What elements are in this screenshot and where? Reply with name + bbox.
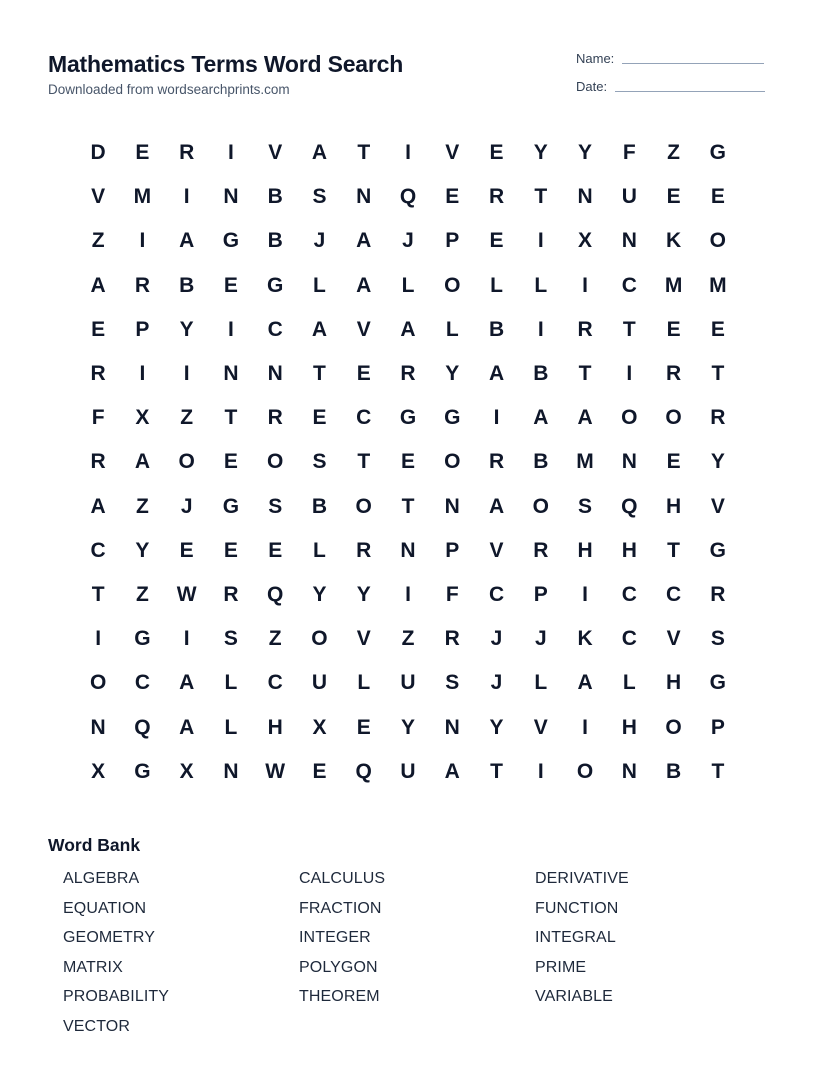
word-bank-item: VARIABLE	[535, 988, 613, 1006]
grid-letter: O	[267, 450, 284, 474]
grid-letter: O	[444, 273, 461, 297]
grid-letter: E	[356, 362, 371, 386]
grid-letter: B	[533, 450, 549, 474]
grid-letter: O	[355, 494, 372, 518]
grid-letter: Y	[533, 141, 548, 165]
grid-letter: R	[577, 317, 593, 341]
grid-letter: S	[578, 494, 593, 518]
grid-letter: V	[356, 627, 371, 651]
grid-letter: A	[356, 273, 372, 297]
grid-letter: G	[134, 759, 151, 783]
grid-letter: T	[622, 317, 636, 341]
grid-letter: L	[622, 671, 636, 695]
word-bank-item: FUNCTION	[535, 899, 619, 917]
grid-letter: V	[533, 715, 548, 739]
grid-letter: J	[490, 627, 503, 651]
grid-letter: N	[400, 538, 416, 562]
grid-letter: N	[577, 185, 593, 209]
grid-letter: R	[488, 185, 505, 209]
grid-letter: N	[621, 229, 637, 253]
grid-letter: R	[223, 582, 239, 606]
date-label: Date:	[576, 79, 608, 94]
grid-letter: Z	[91, 229, 105, 253]
grid-letter: A	[179, 671, 195, 695]
grid-letter: O	[444, 450, 461, 474]
grid-letter: M	[576, 450, 594, 474]
word-bank-title: Word Bank	[48, 835, 141, 855]
grid-letter: I	[228, 317, 234, 341]
grid-letter: R	[179, 141, 195, 165]
grid-letter: Y	[489, 715, 504, 739]
grid-letter: Q	[134, 715, 151, 739]
grid-letter: L	[490, 273, 503, 297]
grid-letter: S	[710, 627, 725, 651]
grid-letter: E	[135, 141, 150, 165]
grid-letter: N	[90, 715, 106, 739]
grid-letter: P	[710, 715, 725, 739]
word-bank-item: VECTOR	[63, 1017, 130, 1035]
grid-letter: E	[710, 185, 725, 209]
grid-letter: S	[268, 494, 283, 518]
grid-letter: F	[622, 141, 636, 165]
grid-letter: P	[533, 582, 548, 606]
grid-letter: Q	[621, 494, 638, 518]
grid-letter: E	[312, 759, 327, 783]
grid-letter: H	[666, 671, 682, 695]
grid-letter: B	[533, 362, 549, 386]
grid-letter: G	[709, 141, 727, 165]
letter-grid	[76, 131, 740, 794]
grid-letter: J	[490, 671, 503, 695]
grid-letter: I	[493, 406, 500, 430]
grid-letter: E	[489, 141, 504, 165]
grid-letter: Q	[355, 759, 372, 783]
grid-letter: Y	[445, 362, 460, 386]
word-bank-list	[63, 868, 771, 1046]
grid-letter: L	[313, 273, 326, 297]
grid-letter: C	[488, 582, 505, 606]
grid-letter: J	[180, 494, 193, 518]
grid-letter: L	[401, 273, 415, 297]
grid-letter: C	[267, 317, 283, 341]
grid-letter: E	[489, 229, 504, 253]
grid-letter: H	[621, 715, 637, 739]
grid-letter: Z	[268, 627, 282, 651]
grid-letter: K	[666, 229, 682, 253]
grid-letter: L	[224, 671, 238, 695]
grid-letter: B	[267, 185, 283, 209]
grid-letter: V	[666, 627, 681, 651]
grid-letter: O	[178, 450, 195, 474]
grid-letter: N	[267, 362, 283, 386]
grid-letter: T	[357, 450, 371, 474]
grid-letter: E	[710, 317, 725, 341]
grid-letter: R	[488, 450, 505, 474]
grid-letter: U	[621, 185, 637, 209]
grid-letter: J	[402, 229, 414, 253]
grid-letter: A	[400, 317, 416, 341]
grid-letter: V	[710, 494, 725, 518]
grid-letter: E	[268, 538, 283, 562]
grid-letter: V	[356, 317, 371, 341]
grid-letter: W	[265, 759, 286, 783]
grid-letter: K	[577, 627, 593, 651]
grid-letter: A	[356, 229, 372, 253]
grid-letter: T	[401, 494, 415, 518]
grid-letter: G	[399, 406, 417, 430]
grid-letter: F	[445, 582, 459, 606]
word-bank-item: INTEGRAL	[535, 929, 616, 947]
grid-letter: O	[709, 229, 727, 253]
grid-letter: R	[400, 362, 416, 386]
grid-letter: T	[357, 141, 371, 165]
grid-letter: Z	[135, 494, 149, 518]
grid-letter: W	[176, 582, 197, 606]
grid-letter: O	[576, 759, 594, 783]
grid-letter: G	[444, 406, 461, 430]
grid-letter: X	[135, 406, 150, 430]
grid-letter: L	[313, 538, 326, 562]
grid-letter: E	[356, 715, 371, 739]
grid-letter: N	[356, 185, 372, 209]
grid-letter: V	[445, 141, 460, 165]
grid-letter: Y	[179, 317, 194, 341]
grid-letter: E	[666, 185, 681, 209]
grid-letter: E	[400, 450, 415, 474]
grid-letter: N	[223, 185, 239, 209]
grid-letter: I	[626, 362, 633, 386]
grid-letter: I	[582, 273, 588, 297]
grid-letter: Y	[135, 538, 150, 562]
grid-letter: O	[532, 494, 549, 518]
grid-letter: I	[582, 715, 588, 739]
word-bank-item: PROBABILITY	[63, 988, 170, 1006]
grid-letter: V	[91, 185, 106, 209]
word-bank-item: GEOMETRY	[63, 929, 156, 947]
grid-letter: B	[267, 229, 283, 253]
grid-letter: A	[488, 362, 505, 386]
grid-letter: I	[183, 185, 190, 209]
date-line	[615, 90, 765, 92]
grid-letter: T	[667, 538, 680, 562]
grid-letter: E	[445, 185, 460, 209]
grid-letter: E	[223, 273, 238, 297]
grid-letter: T	[711, 759, 725, 783]
grid-letter: O	[311, 627, 328, 651]
grid-letter: S	[312, 185, 327, 209]
grid-letter: N	[444, 715, 460, 739]
grid-letter: Y	[710, 450, 725, 474]
date-field	[576, 79, 765, 95]
grid-letter: O	[621, 406, 638, 430]
grid-letter: X	[578, 229, 593, 253]
grid-letter: Y	[578, 141, 593, 165]
grid-letter: I	[405, 141, 411, 165]
grid-letter: V	[489, 538, 504, 562]
grid-letter: R	[90, 450, 106, 474]
grid-letter: X	[312, 715, 327, 739]
grid-letter: G	[709, 538, 727, 562]
grid-letter: V	[268, 141, 283, 165]
grid-letter: S	[445, 671, 460, 695]
grid-letter: F	[91, 406, 105, 430]
grid-letter: C	[356, 406, 372, 430]
grid-letter: A	[311, 141, 328, 165]
grid-letter: N	[621, 450, 637, 474]
grid-letter: I	[537, 759, 544, 783]
grid-letter: O	[665, 715, 682, 739]
grid-letter: T	[578, 362, 592, 386]
grid-letter: X	[91, 759, 106, 783]
grid-letter: E	[666, 450, 681, 474]
grid-letter: A	[533, 406, 549, 430]
grid-letter: J	[313, 229, 326, 253]
name-field	[576, 51, 764, 67]
grid-letter: R	[267, 406, 283, 430]
grid-letter: A	[488, 494, 505, 518]
grid-letter: L	[534, 671, 548, 695]
grid-letter: T	[711, 362, 725, 386]
grid-letter: Y	[400, 715, 415, 739]
grid-letter: C	[267, 671, 283, 695]
grid-letter: A	[179, 715, 195, 739]
word-bank-item: MATRIX	[63, 958, 123, 976]
grid-letter: C	[90, 538, 106, 562]
grid-letter: R	[444, 627, 460, 651]
grid-letter: N	[444, 494, 460, 518]
grid-letter: H	[666, 494, 682, 518]
grid-letter: C	[621, 582, 637, 606]
grid-letter: Z	[401, 627, 415, 651]
word-bank-item: DERIVATIVE	[535, 870, 629, 887]
grid-letter: I	[183, 627, 190, 651]
grid-letter: I	[95, 627, 102, 651]
grid-letter: I	[582, 582, 588, 606]
grid-letter: U	[311, 671, 328, 695]
grid-letter: E	[223, 450, 238, 474]
word-bank-item: CALCULUS	[299, 870, 386, 887]
grid-letter: A	[577, 671, 593, 695]
grid-letter: R	[533, 538, 549, 562]
grid-letter: L	[445, 317, 459, 341]
grid-letter: H	[577, 538, 593, 562]
grid-letter: R	[356, 538, 372, 562]
grid-letter: C	[666, 582, 682, 606]
grid-letter: L	[357, 671, 371, 695]
grid-letter: T	[91, 582, 105, 606]
grid-letter: I	[537, 229, 544, 253]
grid-letter: H	[621, 538, 637, 562]
grid-letter: R	[710, 406, 726, 430]
grid-letter: Y	[312, 582, 327, 606]
grid-letter: B	[666, 759, 682, 783]
grid-letter: G	[222, 229, 240, 253]
grid-letter: X	[179, 759, 194, 783]
grid-letter: Q	[399, 185, 417, 209]
grid-letter: R	[90, 362, 106, 386]
grid-letter: A	[90, 494, 106, 518]
grid-letter: B	[179, 273, 195, 297]
page-title: Mathematics Terms Word Search	[48, 51, 404, 77]
grid-letter: A	[179, 229, 195, 253]
word-bank-item: EQUATION	[63, 899, 147, 917]
word-bank-item: INTEGER	[299, 929, 371, 947]
grid-letter: E	[91, 317, 106, 341]
grid-letter: A	[444, 759, 460, 783]
grid-letter: I	[537, 317, 544, 341]
grid-letter: O	[89, 671, 107, 695]
grid-letter: G	[709, 671, 727, 695]
grid-letter: R	[666, 362, 682, 386]
grid-letter: P	[445, 538, 460, 562]
grid-letter: A	[577, 406, 593, 430]
grid-letter: I	[139, 362, 146, 386]
grid-letter: A	[311, 317, 328, 341]
grid-letter: E	[312, 406, 327, 430]
grid-letter: R	[710, 582, 726, 606]
grid-letter: G	[222, 494, 240, 518]
grid-letter: Q	[267, 582, 284, 606]
grid-letter: C	[621, 273, 637, 297]
grid-letter: H	[267, 715, 283, 739]
word-bank-item: THEOREM	[299, 988, 380, 1006]
grid-letter: Z	[667, 141, 680, 165]
grid-letter: L	[224, 715, 238, 739]
source-subtitle: Downloaded from wordsearchprints.com	[48, 82, 290, 97]
grid-letter: A	[90, 273, 106, 297]
grid-letter: T	[224, 406, 238, 430]
grid-letter: S	[223, 627, 238, 651]
grid-letter: E	[179, 538, 194, 562]
grid-letter: N	[223, 362, 239, 386]
grid-letter: N	[621, 759, 637, 783]
grid-letter: I	[405, 582, 411, 606]
grid-letter: I	[183, 362, 190, 386]
grid-letter: T	[534, 185, 548, 209]
grid-letter: G	[134, 627, 151, 651]
grid-letter: N	[223, 759, 239, 783]
grid-letter: O	[665, 406, 682, 430]
word-bank-item: FRACTION	[299, 899, 382, 917]
word-bank-item: PRIME	[535, 958, 587, 976]
grid-letter: I	[228, 141, 234, 165]
name-line	[622, 62, 764, 64]
grid-letter: U	[400, 759, 416, 783]
word-bank-item: POLYGON	[299, 958, 378, 976]
grid-letter: U	[400, 671, 416, 695]
grid-letter: D	[90, 141, 106, 165]
grid-letter: Z	[180, 406, 194, 430]
word-bank-item: ALGEBRA	[63, 870, 140, 887]
grid-letter: C	[621, 627, 637, 651]
grid-letter: A	[134, 450, 150, 474]
name-label: Name:	[576, 51, 615, 66]
grid-letter: M	[133, 185, 152, 209]
grid-letter: J	[534, 627, 547, 651]
grid-letter: R	[134, 273, 150, 297]
grid-letter: S	[312, 450, 327, 474]
grid-letter: P	[135, 317, 150, 341]
grid-letter: E	[666, 317, 681, 341]
grid-letter: Z	[135, 582, 149, 606]
grid-letter: M	[664, 273, 683, 297]
grid-letter: M	[709, 273, 727, 297]
grid-letter: T	[313, 362, 326, 386]
grid-letter: I	[139, 229, 146, 253]
grid-letter: C	[134, 671, 150, 695]
grid-letter: L	[534, 273, 548, 297]
grid-letter: Y	[356, 582, 371, 606]
grid-letter: G	[267, 273, 284, 297]
grid-letter: E	[223, 538, 238, 562]
grid-letter: P	[445, 229, 460, 253]
grid-letter: B	[311, 494, 328, 518]
grid-letter: T	[490, 759, 503, 783]
grid-letter: B	[488, 317, 505, 341]
